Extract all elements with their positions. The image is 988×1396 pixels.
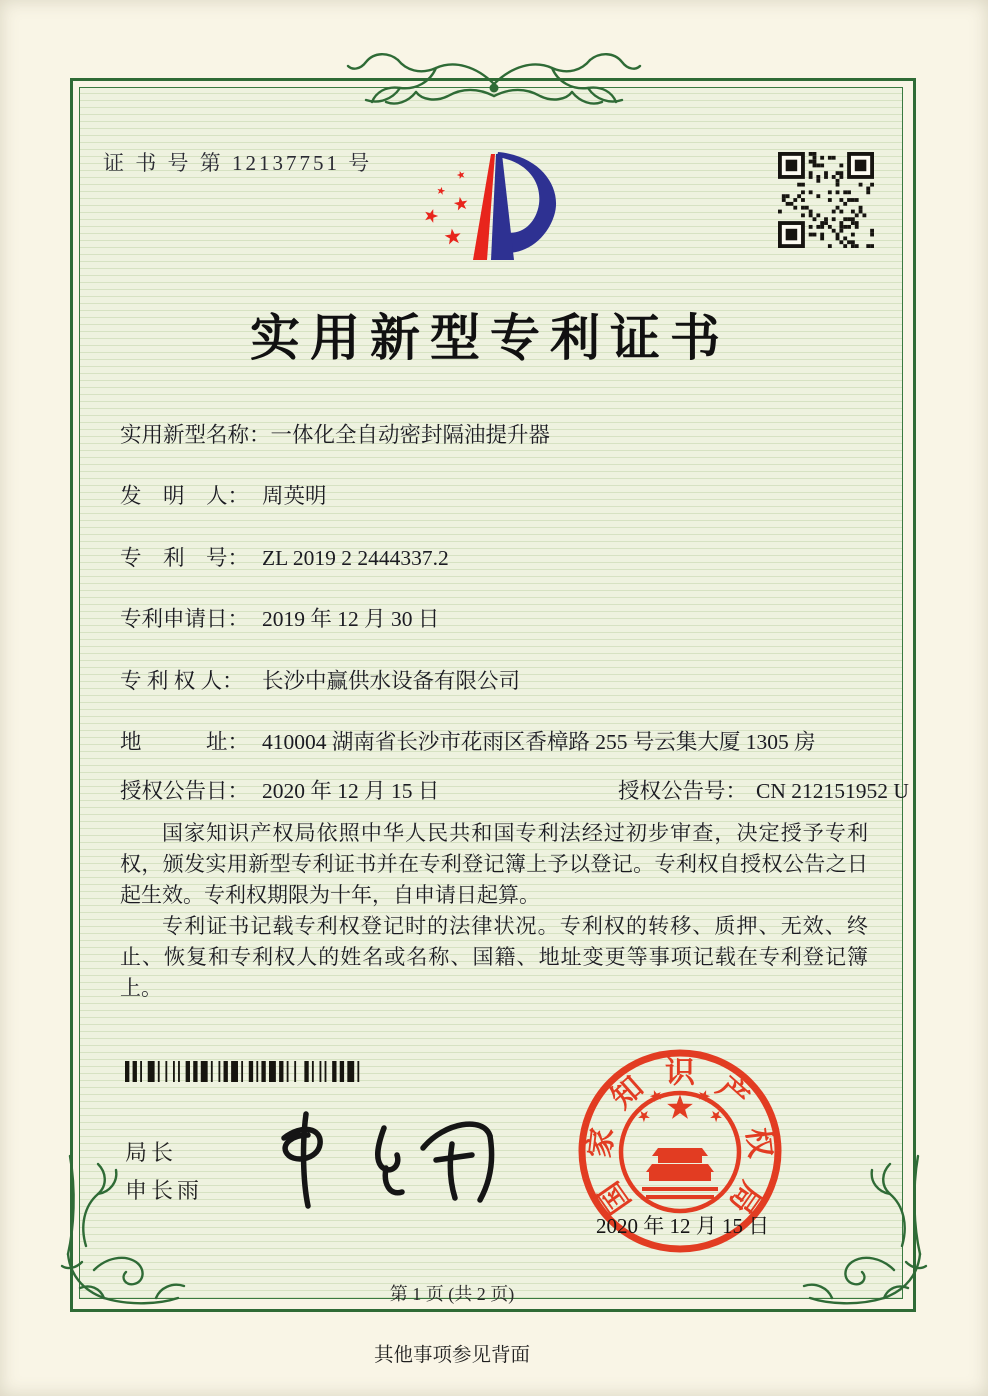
- seal-text-char: 国: [593, 1175, 638, 1220]
- legal-paragraph-1: 国家知识产权局依照中华人民共和国专利法经过初步审查，决定授予专利权，颁发实用新型专利证书并在专利登记簿上予以登记。专利权自授权公告之日起生效。专利权期限为十年，自申请日起算。: [120, 821, 868, 907]
- official-title: 局长: [125, 1140, 178, 1165]
- field-value: ZL 2019 2 2444337.2: [262, 546, 449, 570]
- field-label: 专利申请日：: [120, 607, 250, 631]
- legal-paragraph-2: 专利证书记载专利权登记时的法律状况。专利权的转移、质押、无效、终止、恢复和专利权人的姓名或名称、国籍、地址变更等事项记载在专利登记簿上。: [120, 914, 868, 1000]
- barcode: [125, 1061, 365, 1082]
- field-value: 2019 年 12 月 30 日: [262, 607, 440, 631]
- seal-text-char: 知: [605, 1070, 650, 1116]
- seal-date: 2020 年 12 月 15 日: [596, 1214, 770, 1238]
- signature: [268, 1102, 496, 1220]
- seal-text-char: 产: [710, 1070, 755, 1116]
- cnipa-logo-icon: [418, 144, 568, 266]
- grant-date-value: 2020 年 12 月 15 日: [262, 779, 440, 803]
- field-value: 周英明: [262, 484, 327, 508]
- grant-date-label: 授权公告日：: [120, 779, 250, 803]
- field-row-patentee: [120, 664, 520, 695]
- field-row-inventor: [120, 479, 327, 510]
- field-row-patent-no: [120, 541, 449, 572]
- field-label: 实用新型名称：: [120, 423, 271, 447]
- field-label: 发 明 人：: [120, 484, 250, 508]
- legal-text-block: [120, 818, 868, 1004]
- page-number: 第 1 页 (共 2 页): [389, 1284, 515, 1304]
- seal-text-char: 权: [740, 1126, 777, 1160]
- seal-text-char: 家: [583, 1126, 620, 1160]
- grant-no-label: 授权公告号：: [618, 779, 748, 803]
- field-label: 地 址：: [120, 730, 250, 754]
- field-row-name: [120, 418, 550, 449]
- field-row-address: [120, 725, 816, 756]
- field-row-filing-date: [120, 602, 439, 633]
- field-label: 专 利 号：: [120, 546, 250, 570]
- back-note: 其他事项参见背面: [373, 1345, 530, 1366]
- seal-text-char: 局: [722, 1175, 767, 1220]
- field-value: 410004 湖南省长沙市花雨区香樟路 255 号云集大厦 1305 房: [262, 730, 816, 754]
- official-name: 申长雨: [125, 1178, 204, 1203]
- field-value: 长沙中赢供水设备有限公司: [262, 669, 521, 693]
- certificate-number: 证 书 号 第 12137751 号: [103, 151, 373, 175]
- grant-no-value: CN 212151952 U: [756, 779, 909, 803]
- grant-row: [120, 774, 909, 805]
- national-emblem-icon: [621, 1088, 739, 1211]
- field-value: 一体化全自动密封隔油提升器: [270, 423, 551, 447]
- qr-code: [778, 152, 874, 248]
- seal-text-char: 识: [665, 1056, 695, 1090]
- field-label: 专 利 权 人：: [120, 669, 244, 693]
- page-title: 实用新型专利证书: [250, 310, 730, 366]
